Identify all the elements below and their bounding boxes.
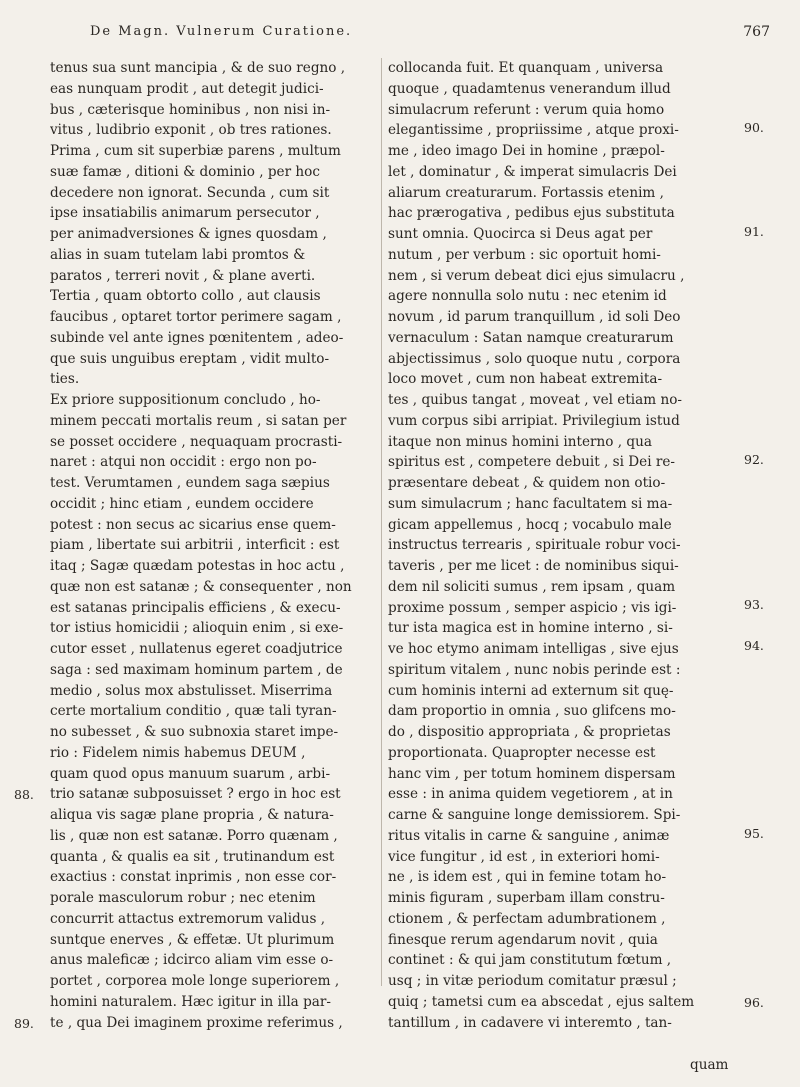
- text-line: trio satanæ subposuisset ? ergo in hoc est: [50, 786, 341, 803]
- running-header: [90, 24, 770, 46]
- text-line: que suis unguibus ereptam , vidit multo-: [50, 350, 330, 367]
- text-line: proxime possum , semper aspicio ; vis igi-: [388, 599, 677, 616]
- text-line: taveris , per me licet : de nominibus siqui-: [388, 558, 679, 574]
- text-line: do , dispositio appropriata , & proprietas: [388, 724, 671, 740]
- text-line: cum hominis interni ad externum sit quę-: [388, 682, 674, 699]
- text-line: hanc vim , per totum hominem dispersam: [388, 765, 676, 782]
- text-line: cutor esset , nullatenus egeret coadjutrice: [50, 641, 343, 657]
- text-line: abjectissimus , solo quoque nutu , corpora: [388, 350, 681, 367]
- text-line: est satanas principalis efficiens , & execu-: [50, 599, 341, 616]
- text-line: agere nonnulla solo nutu : nec etenim id: [388, 288, 667, 305]
- text-line: nem , si verum debeat dici ejus simulacru ,: [388, 267, 685, 284]
- text-line: per animadversiones & ignes quosdam ,: [50, 226, 327, 242]
- text-line: me , ideo imago Dei in homine , præpol-: [388, 143, 665, 159]
- text-line: vum corpus sibi arripiat. Privilegium istud: [388, 412, 680, 429]
- text-line: tenus sua sunt mancipia , & de suo regno ,: [50, 60, 346, 76]
- text-line: test. Verumtamen , eundem saga sæpius: [50, 475, 330, 491]
- text-line: quæ non est satanæ ; & consequenter , non: [50, 578, 352, 595]
- right-text-column: [388, 58, 730, 1033]
- text-line: novum , id parum tranquillum , id soli Deo: [388, 309, 681, 325]
- text-line: faucibus , optaret tortor perimere sagam ,: [50, 309, 342, 325]
- running-title: De Magn. Vulnerum Curatione.: [90, 24, 353, 39]
- text-line: quam quod opus manuum suarum , arbi-: [50, 765, 331, 782]
- text-line: porale masculorum robur ; nec etenim: [50, 890, 316, 906]
- text-line: continet : & qui jam constitutum fœtum ,: [388, 952, 672, 969]
- text-line: quoque , quadamtenus venerandum illud: [388, 80, 671, 97]
- margin-number: 94.: [744, 638, 764, 653]
- text-line: no subesset , & suo subnoxia staret impe-: [50, 724, 339, 740]
- text-line: subinde vel ante ignes pœnitentem , adeo-: [50, 329, 344, 346]
- text-line: aliqua vis sagæ plane propria , & natura-: [50, 807, 334, 823]
- text-line: vitus , ludibrio exponit , ob tres rationes.: [50, 122, 332, 139]
- margin-number: 96.: [744, 995, 764, 1010]
- text-line: tor istius homicidii ; alioquin enim , si exe-: [50, 620, 344, 637]
- text-line: rio : Fidelem nimis habemus DEUM ,: [50, 744, 306, 761]
- margin-number: 93.: [744, 597, 764, 612]
- text-line: collocanda fuit. Et quanquam , universa: [388, 60, 664, 76]
- text-line: quiq ; tametsi cum ea abscedat , ejus saltem: [388, 993, 695, 1010]
- text-line: spiritus est , competere debuit , si Dei re-: [388, 454, 676, 471]
- text-line: occidit ; hinc etiam , eundem occidere: [50, 495, 314, 512]
- page-number: 767: [743, 24, 770, 40]
- text-line: finesque rerum agendarum novit , quia: [388, 931, 658, 948]
- text-line: præsentare debeat , & quidem non otio-: [388, 475, 666, 491]
- text-line: medio , solus mox abstulisset. Miserrima: [50, 682, 333, 699]
- text-line: loco movet , cum non habeat extremita-: [388, 371, 663, 388]
- text-line: simulacrum referunt : verum quia homo: [388, 101, 665, 118]
- text-line: ipse insatiabilis animarum persecutor ,: [50, 205, 320, 222]
- text-line: aliarum creaturarum. Fortassis etenim ,: [388, 184, 664, 201]
- text-line: spiritum vitalem , nunc nobis perinde est :: [388, 661, 681, 678]
- text-line: portet , corporea mole longe superiorem ,: [50, 973, 340, 989]
- text-line: paratos , terreri novit , & plane averti.: [50, 267, 316, 284]
- text-line: esse : in anima quidem vegetiorem , at in: [388, 786, 673, 803]
- text-line: ties.: [50, 371, 80, 388]
- left-text-column: [50, 58, 378, 1033]
- text-line: ne , is idem est , qui in femine totam ho-: [388, 869, 667, 886]
- margin-number: 88.: [14, 787, 34, 802]
- text-line: se posset occidere , nequaquam procrasti-: [50, 433, 343, 450]
- text-line: sum simulacrum ; hanc facultatem si ma-: [388, 495, 673, 512]
- text-line: ctionem , & perfectam adumbrationem ,: [388, 910, 666, 927]
- text-line: anus maleficæ ; idcirco aliam vim esse o-: [50, 952, 334, 969]
- text-line: vernaculum : Satan namque creaturarum: [388, 329, 674, 346]
- text-line: nutum , per verbum : sic oportuit homi-: [388, 246, 661, 263]
- margin-number: 89.: [14, 1016, 34, 1031]
- margin-number: 90.: [744, 120, 764, 135]
- text-line: lis , quæ non est satanæ. Porro quænam ,: [50, 827, 338, 844]
- margin-number: 95.: [744, 826, 764, 841]
- text-line: suæ famæ , ditioni & dominio , per hoc: [50, 163, 320, 180]
- text-line: alias in suam tutelam labi promtos &: [50, 246, 306, 263]
- text-line: potest : non secus ac sicarius ense quem-: [50, 516, 336, 533]
- text-line: itaque non minus homini interno , qua: [388, 433, 652, 450]
- text-line: tantillum , in cadavere vi interemto , tan-: [388, 1014, 672, 1031]
- text-line: sunt omnia. Quocirca si Deus agat per: [388, 226, 653, 242]
- text-line: dem nil soliciti sumus , rem ipsam , quam: [388, 578, 676, 595]
- text-line: quanta , & qualis ea sit , trutinandum est: [50, 848, 335, 865]
- text-line: naret : atqui non occidit : ergo non po-: [50, 454, 317, 471]
- text-line: usq ; in vitæ periodum comitatur præsul ;: [388, 973, 677, 989]
- margin-number: 91.: [744, 224, 764, 239]
- text-line: minis figuram , superbam illam constru-: [388, 890, 665, 906]
- text-line: instructus terrearis , spirituale robur voci-: [388, 537, 681, 554]
- text-line: vice fungitur , id est , in exteriori homi-: [388, 848, 660, 865]
- text-line: homini naturalem. Hæc igitur in illa par-: [50, 993, 331, 1010]
- catchword: quam: [690, 1057, 729, 1073]
- text-line: concurrit attactus extremorum validus ,: [50, 910, 326, 927]
- text-line: minem peccati mortalis reum , si satan per: [50, 412, 347, 429]
- text-line: proportionata. Quapropter necesse est: [388, 744, 656, 761]
- text-line: ve hoc etymo animam intelligas , sive ejus: [388, 641, 679, 657]
- text-line: let , dominatur , & imperat simulacris Dei: [388, 163, 677, 180]
- text-line: eas nunquam prodit , aut detegit judici-: [50, 80, 324, 97]
- text-line: te , qua Dei imaginem proxime referimus ,: [50, 1014, 343, 1031]
- text-line: gicam appellemus , hocq ; vocabulo male: [388, 516, 672, 533]
- column-divider: [381, 58, 382, 986]
- text-line: ritus vitalis in carne & sanguine , animæ: [388, 827, 670, 844]
- text-line: tes , quibus tangat , moveat , vel etiam no-: [388, 392, 682, 408]
- text-line: certe mortalium conditio , quæ tali tyran-: [50, 703, 337, 720]
- text-line: suntque enerves , & effetæ. Ut plurimum: [50, 931, 335, 948]
- text-line: exactius : constat inprimis , non esse cor-: [50, 869, 337, 886]
- text-line: Ex priore suppositionum concludo , ho-: [50, 392, 321, 408]
- text-line: Tertia , quam obtorto collo , aut clausis: [50, 288, 321, 305]
- text-line: elegantissime , propriissime , atque proxi-: [388, 122, 679, 139]
- text-line: dam proportio in omnia , suo glifcens mo-: [388, 703, 676, 720]
- text-line: hac prærogativa , pedibus ejus substituta: [388, 205, 675, 222]
- text-line: saga : sed maximam hominum partem , de: [50, 661, 343, 678]
- text-line: carne & sanguine longe demissiorem. Spi-: [388, 807, 681, 823]
- text-line: decedere non ignorat. Secunda , cum sit: [50, 184, 330, 201]
- text-line: Prima , cum sit superbiæ parens , multum: [50, 143, 341, 159]
- text-line: bus , cæterisque hominibus , non nisi in-: [50, 101, 331, 118]
- margin-number: 92.: [744, 452, 764, 467]
- text-line: itaq ; Sagæ quædam potestas in hoc actu ,: [50, 558, 345, 574]
- text-line: tur ista magica est in homine interno , si-: [388, 620, 673, 637]
- text-line: piam , libertate sui arbitrii , interficit : est: [50, 537, 340, 554]
